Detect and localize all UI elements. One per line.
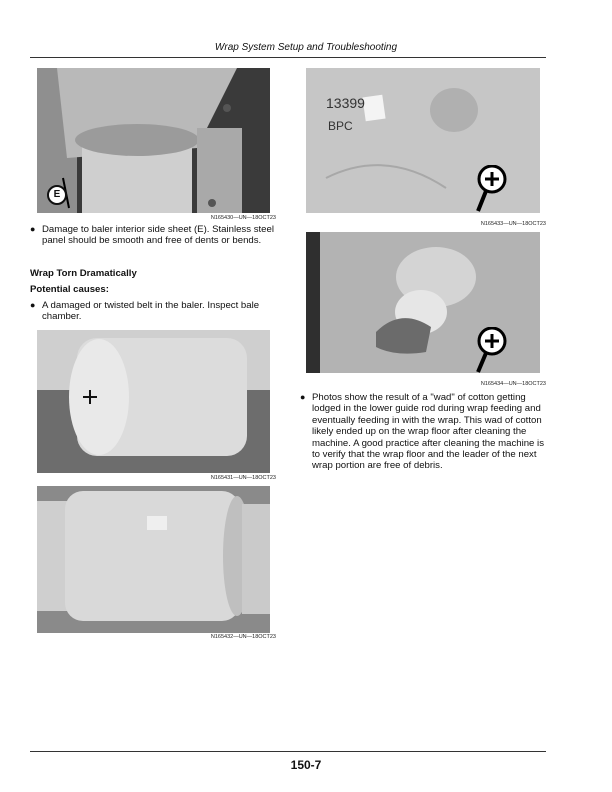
callout-circle-e: E: [47, 185, 67, 205]
footer-rule: [30, 751, 546, 752]
figure-code-3: N165432—UN—18OCT23: [210, 634, 276, 640]
figure-baler-side-sheet: [37, 68, 270, 213]
bullet-cotton-wad: ● Photos show the result of a "wad" of cotton getting lodged in the lower guide rod during wrap feeding and eventually feeding in with the wrap. This wad of cotton likely ended up on the wrap floor after cleaning the machine. A good practice after cleaning the machine is to verify that the wrap floor and the leader of the next wrap portion are free of debris.: [300, 392, 544, 472]
figure-code-4: N165433—UN—18OCT23: [480, 221, 546, 227]
subheading-potential-causes: Potential causes:: [30, 284, 109, 295]
page-header-title: Wrap System Setup and Troubleshooting: [214, 42, 398, 53]
bullet-dot: ●: [300, 392, 306, 402]
bullet-dot: ●: [30, 300, 36, 310]
figure-code-5: N165434—UN—18OCT23: [480, 381, 546, 387]
figure-code-2: N165431—UN—18OCT23: [210, 475, 276, 481]
figure-wrap-with-tag: [306, 68, 540, 213]
page-number: 150-7: [290, 758, 322, 772]
figure-code-1: N165430—UN—18OCT23: [210, 215, 276, 221]
figure-row-of-bales: [37, 486, 270, 633]
header-rule: [30, 57, 546, 58]
figure-cotton-wad: [306, 232, 540, 373]
svg-text:13399: 13399: [326, 95, 365, 111]
svg-text:BPC: BPC: [328, 119, 353, 133]
magnifier-plus-icon: [474, 327, 510, 373]
bullet-damaged-belt: ● A damaged or twisted belt in the baler. Inspect bale chamber.: [30, 300, 260, 323]
magnifier-plus-icon: [474, 165, 510, 213]
bullet-dot: ●: [30, 224, 36, 234]
section-heading: Wrap Torn Dramatically: [30, 268, 137, 279]
figure-torn-bale-field: [37, 330, 270, 473]
bullet-side-sheet-damage: ● Damage to baler interior side sheet (E). Stainless steel panel should be smooth and free of dents or bends.: [30, 224, 274, 247]
